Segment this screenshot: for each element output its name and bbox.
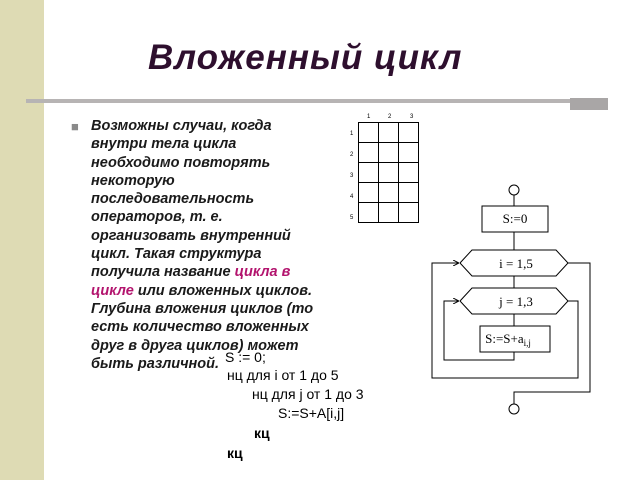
row-label: 4 (350, 194, 354, 200)
body-text-part1: Возможны случаи, когда внутри тела цикла необходимо повторять некоторую последовательность операторов, т. е. организовать внутренний цикл. Такая структура получила название (91, 118, 291, 281)
body-text-part2: или вложенных циклов. Глубина вложения циклов (то есть количество вложенных друг в друга циклов) может быть различной. (91, 282, 314, 372)
matrix-row (359, 123, 419, 143)
matrix-cell (359, 203, 379, 223)
matrix-grid (358, 122, 419, 223)
matrix-cell (379, 123, 399, 143)
inner-loop-label: j = 1,3 (499, 294, 533, 309)
body-label-main: S:=S+a (485, 331, 524, 346)
matrix-cell (379, 203, 399, 223)
sidebar-decoration (0, 0, 44, 480)
matrix-cell (379, 183, 399, 203)
code-line-3: нц для j от 1 до 3 (252, 386, 364, 402)
col-label: 1 (367, 114, 371, 120)
col-label: 3 (410, 114, 414, 120)
matrix-cell (359, 183, 379, 203)
title-divider (26, 99, 608, 103)
slide-title: Вложенный цикл (148, 38, 463, 77)
matrix-cell (399, 143, 419, 163)
inner-exit-line (432, 263, 578, 378)
flowchart (420, 180, 600, 420)
code-line-5: кц (254, 425, 270, 441)
matrix-row (359, 203, 419, 223)
code-line-1: S := 0; (225, 349, 266, 365)
matrix-cell (359, 163, 379, 183)
row-label: 2 (350, 152, 354, 158)
code-line-4: S:=S+A[i,j] (278, 405, 345, 421)
matrix-cell (399, 123, 419, 143)
matrix-cell (359, 143, 379, 163)
row-label: 5 (350, 215, 354, 221)
divider-accent (570, 98, 608, 110)
matrix-row (359, 183, 419, 203)
body-paragraph (91, 117, 327, 373)
code-line-2: нц для i от 1 до 5 (227, 367, 339, 383)
matrix-row (359, 163, 419, 183)
row-label: 1 (350, 131, 354, 137)
outer-loop-label: i = 1,5 (499, 256, 533, 271)
body-label-sub: i,j (523, 338, 531, 348)
code-line-6: кц (227, 445, 243, 461)
row-label: 3 (350, 173, 354, 179)
matrix-cell (399, 163, 419, 183)
matrix-cell (359, 123, 379, 143)
end-terminal (509, 404, 519, 414)
init-label: S:=0 (502, 211, 528, 226)
bullet-icon: ■ (71, 119, 79, 134)
start-terminal (509, 185, 519, 195)
body-highlight: цикла в цикле (91, 264, 291, 299)
matrix-cell (379, 143, 399, 163)
matrix-row (359, 143, 419, 163)
matrix-cell (399, 203, 419, 223)
col-label: 2 (388, 114, 392, 120)
matrix-cell (379, 163, 399, 183)
matrix-cell (399, 183, 419, 203)
